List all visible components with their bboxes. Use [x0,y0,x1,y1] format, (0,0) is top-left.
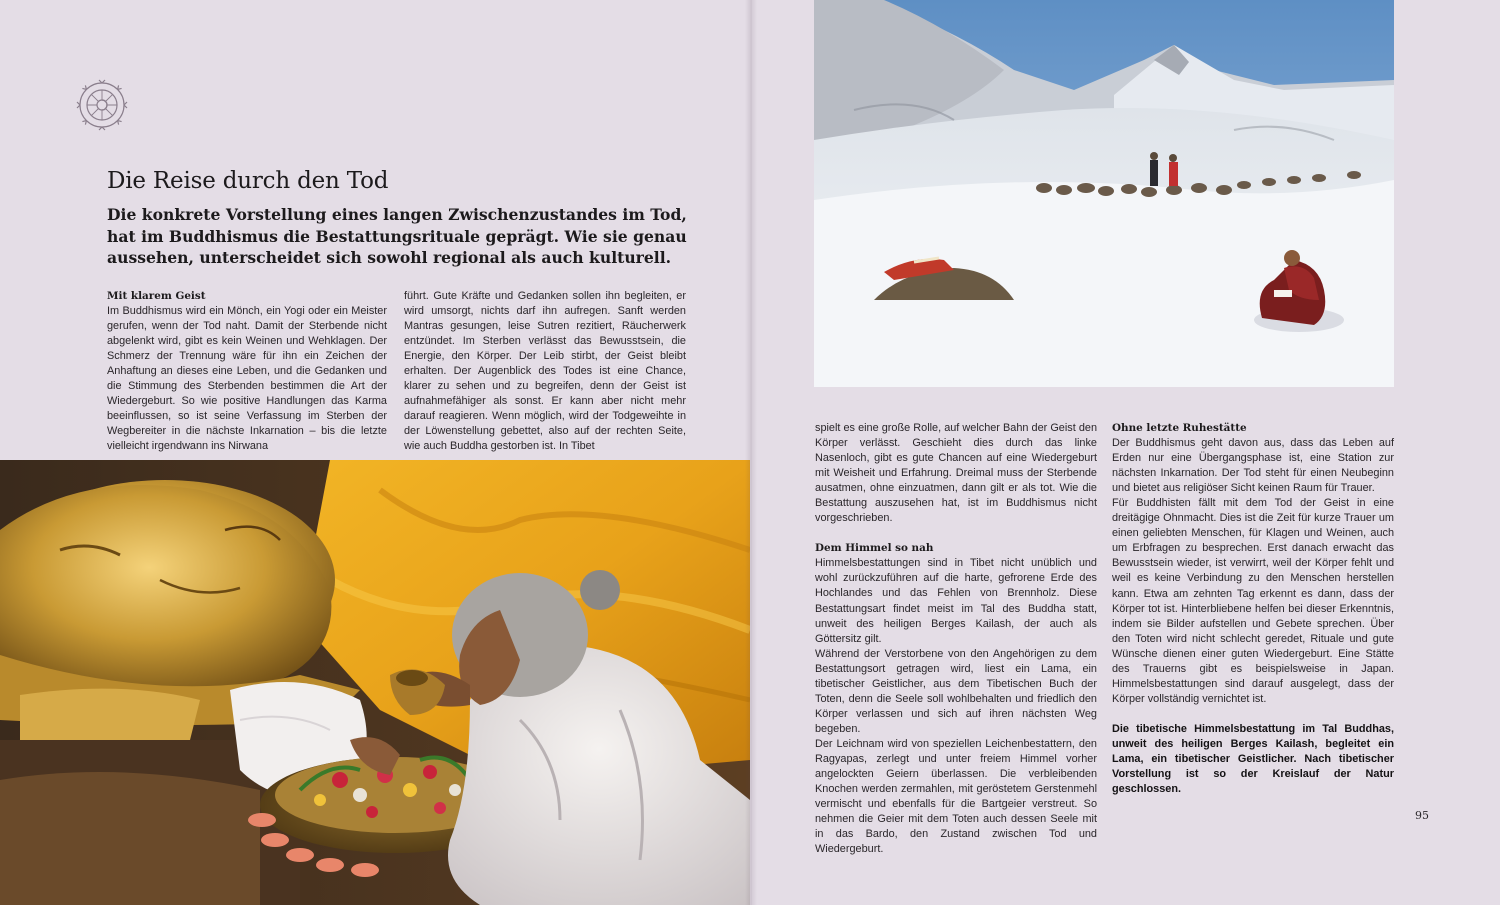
lead-paragraph: Die konkrete Vorstellung eines langen Zwischenzustandes im Tod, hat im Buddhismus die Bestattungsrituale geprägt. Wie sie genau aussehen, unterscheidet sich sowohl regional als auch kulturell. [107,205,687,267]
section-heading: Ohne letzte Ruhestätte [1112,422,1247,434]
body-text: Himmelsbestattungen sind in Tibet nicht unüblich und wohl zurückzuführen auf die harte, gefrorene Erde des Hochlandes und das Fehlen von Brennholz. Diese Bestattungsart findet meist im Tal des Buddha statt, unweit des heiligen Berges Kailash, der auch als Göttersitz gilt. [815,557,1097,645]
book-gutter [745,0,757,905]
text-column-3 [815,421,1097,857]
body-text: Der Buddhismus geht davon aus, dass das Leben auf Erden nur eine Übergangsphase ist, eine Station zur nächsten Inkarnation. Der Tod steht für einen Neubeginn und bietet aus religiöser Sicht keinen Raum für Trauer. [1112,437,1394,495]
page-title: Die Reise durch den Tod [107,168,389,194]
section-heading: Dem Himmel so nah [815,542,934,555]
body-text: Für Buddhisten fällt mit dem Tod der Geist in eine dreitägige Ohnmacht. Dies ist die Zeit für kurze Trauer um einen geliebten Menschen, für Klagen und Weinen, auch um Erbfragen zu besprechen. Erst danach erwacht das Bewusstsein wieder, ist verwirrt, weil der Körper fehlt und weil es keine Verbindung zu den Menschen herstellen kann. Etwa am zehnten Tag erkennt es dann, dass der Körper tot ist. Hinterbliebene helfen bei dieser Erkenntnis, indem sie Bilder aufstellen und Gebete sprechen. Über den Toten wird nicht schlecht geredet, Rituale und gute Wünsche dienen einer guten Wiedergeburt. Eine Stätte des Trauerns gibt es beispielsweise in Japan. Himmelsbestattungen sind darauf ausgelegt, dass der Körper vollständig vernichtet ist. [1112,497,1394,705]
body-text: Während der Verstorbene von den Angehörigen zu dem Bestattungsort getragen wird, liest ein Lama, ein tibetischer Geistlicher, aus dem Tibetischen Buch der Toten, denn die Seele soll wohlbehalten und friedlich den Körper verlassen und sich auf ihren nächsten Weg begeben. [815,647,1097,735]
buddha-offering-photo [0,460,750,905]
sky-burial-photo [814,0,1394,387]
section-heading: Mit klarem Geist [107,290,206,302]
text-column-1 [107,289,387,455]
body-text: Im Buddhismus wird ein Mönch, ein Yogi oder ein Meister gerufen, wenn der Tod naht. Damit der Sterbende nicht abgelenkt wird, gibt es kein Weinen und Wehklagen. Der Schmerz der Trennung wäre für ihn ein Zeichen der Anhaftung an dieses eine Leben, und die Gedanken und die Stimmung des Sterbenden bestimmen die Art der Wiedergeburt. So wie positive Handlungen das Karma beeinflussen, so ist seine Verfassung im Sterben der Wegbereiter in die nächste Inkarnation – bis die letzte vielleicht irgendwann ins Nirwana [107,305,387,453]
photo-caption: Die tibetische Himmelsbestattung im Tal Buddhas, unweit des heiligen Berges Kailash, begleitet ein Lama, ein tibetischer Geistlicher. Nach tibetischer Vorstellung ist so der Kreislauf der Natur geschlossen. [1112,722,1394,796]
body-text: Der Leichnam wird von speziellen Leichenbestattern, den Ragyapas, zerlegt und unter freiem Himmel vorher angelockten Geiern überlassen. Die verbleibenden Knochen werden zermahlen, mit geröstetem Gerstenmehl vermischt und ebenfalls für die Bartgeier verstreut. So nehmen die Geier mit dem Toten auch dessen Seele mit in das Bardo, den Zustand zwischen Tod und Wiedergeburt. [815,737,1097,856]
text-column-2 [404,289,686,455]
dharma-wheel-icon [75,78,129,132]
body-text: führt. Gute Kräfte und Gedanken sollen ihn begleiten, er wird umsorgt, nichts darf ihn aufregen. Sanft werden Mantras gesungen, leise Sutren rezitiert, Räucherwerk entzündet. Im Sterben verlässt das Bewusstsein, die Energie, den Körper. Der Leib stirbt, der Geist bleibt erhalten. Der Augenblick des Todes ist eine Chance, klarer zu sehen und zu begreifen, denn der Geist ist aufnahmefähiger als sonst. Er kann aber nicht mehr darauf reagieren. Wenn möglich, wird der Todgeweihte in der Löwenstellung gebettet, also auf der rechten Seite, wie auch Buddha gestorben ist. In Tibet [404,290,686,453]
text-column-4 [1112,421,1394,797]
body-text: spielt es eine große Rolle, auf welcher Bahn der Geist den Körper verlässt. Geschieht dies durch das linke Nasenloch, gibt es gute Chancen auf eine Wiedergeburt mit Weisheit und Erfahrung. Dreimal muss der Sterbende ausatmen, ohne einzuatmen, dann gilt er als tot. Wie die Bestattung auszusehen hat, ist im Buddhismus nicht vorgeschrieben. [815,422,1097,525]
right-page [750,0,1500,905]
page-number: 95 [1415,809,1429,822]
